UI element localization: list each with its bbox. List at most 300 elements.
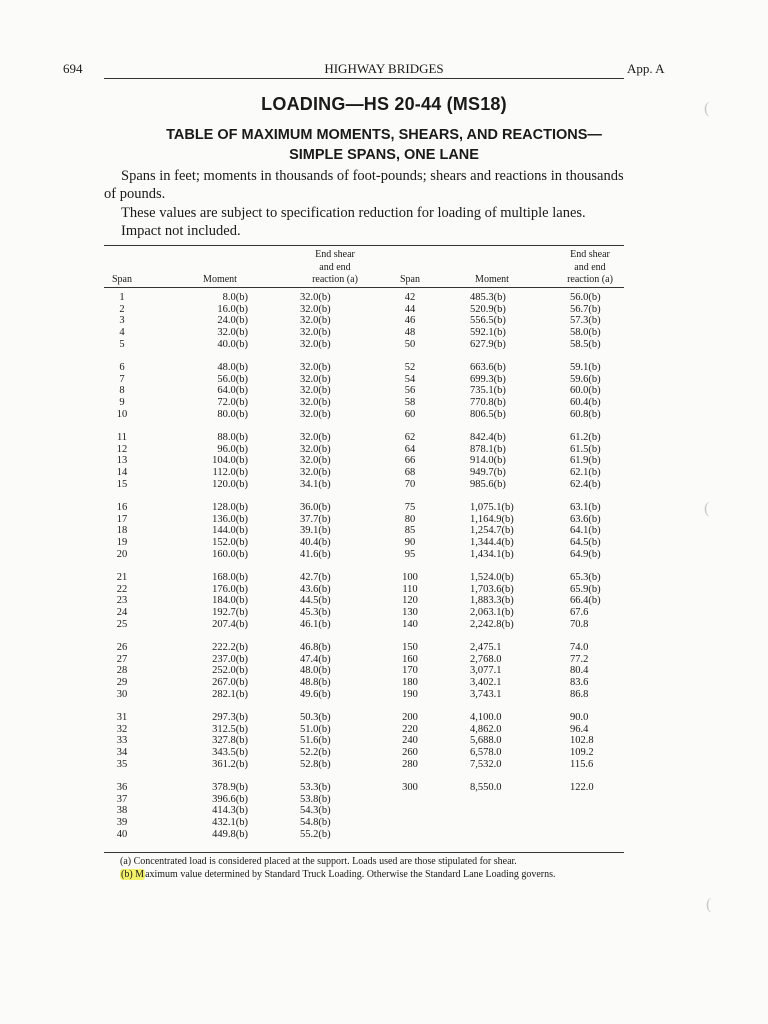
cell-moment-2: 520.9(b) — [470, 303, 506, 315]
table-row — [104, 432, 624, 444]
cell-span-2: 240 — [402, 735, 418, 747]
cell-span: 27 — [116, 653, 128, 665]
cell-end-shear-2: 122.0 — [570, 782, 594, 793]
footnote-b-text: aximum value determined by Standard Truck Loading. Otherwise the Standard Lane Loading governs. — [145, 869, 556, 880]
cell-moment: 48.0(b) — [217, 362, 248, 373]
table-row — [104, 362, 624, 374]
cell-end-shear: 54.8(b) — [300, 817, 331, 829]
cell-end-shear: 51.6(b) — [300, 735, 331, 747]
table-row-group — [104, 502, 624, 572]
cell-moment-2: 627.9(b) — [470, 338, 506, 350]
cell-end-shear: 40.4(b) — [300, 537, 331, 549]
cell-moment: 88.0(b) — [217, 432, 248, 443]
cell-end-shear-2: 109.2 — [570, 747, 594, 759]
cell-moment-2: 7,532.0 — [470, 758, 502, 770]
cell-span: 22 — [116, 583, 128, 595]
table-row-group — [104, 362, 624, 432]
footnote-b-highlight: (b) M — [121, 869, 145, 880]
table-row — [104, 444, 624, 456]
cell-span-2: 95 — [404, 548, 416, 560]
cell-moment-2: 4,862.0 — [470, 723, 502, 735]
cell-moment: 449.8(b) — [212, 828, 248, 840]
cell-moment: 184.0(b) — [212, 595, 248, 607]
intro-line-2: These values are subject to specification reduction for loading of multiple lanes. — [121, 205, 586, 221]
cell-moment-2: 770.8(b) — [470, 397, 506, 409]
cell-end-shear-2: 63.1(b) — [570, 502, 601, 513]
cell-moment: 40.0(b) — [217, 338, 248, 350]
cell-moment: 160.0(b) — [212, 548, 248, 560]
cell-end-shear: 51.0(b) — [300, 723, 331, 735]
cell-moment: 192.7(b) — [212, 607, 248, 619]
cell-end-shear-2: 61.2(b) — [570, 432, 601, 443]
cell-moment: 168.0(b) — [212, 572, 248, 583]
cell-end-shear: 42.7(b) — [300, 572, 331, 583]
cell-end-shear-2: 62.1(b) — [570, 467, 601, 479]
table-row — [104, 409, 624, 421]
table-body — [104, 292, 624, 852]
table-title-line2: SIMPLE SPANS, ONE LANE — [289, 147, 479, 163]
table-row-group — [104, 782, 624, 852]
table-row — [104, 677, 624, 689]
cell-end-shear-2: 60.0(b) — [570, 385, 601, 397]
cell-span: 39 — [116, 817, 128, 829]
cell-moment: 267.0(b) — [212, 677, 248, 689]
cell-moment: 144.0(b) — [212, 525, 248, 537]
cell-moment-2: 1,254.7(b) — [470, 525, 514, 537]
page-title: LOADING—HS 20-44 (MS18) — [261, 94, 507, 114]
cell-moment: 96.0(b) — [217, 443, 248, 455]
cell-span-2: 120 — [402, 595, 418, 607]
cell-span-2: 180 — [402, 677, 418, 689]
cell-end-shear-2: 66.4(b) — [570, 595, 601, 607]
table-row — [104, 525, 624, 537]
cell-span-2: 70 — [404, 478, 416, 490]
cell-moment-2: 4,100.0 — [470, 712, 502, 723]
cell-end-shear: 53.8(b) — [300, 793, 331, 805]
cell-moment: 152.0(b) — [212, 537, 248, 549]
cell-span: 10 — [116, 408, 128, 420]
cell-end-shear-2: 70.8 — [570, 618, 589, 630]
cell-end-shear-2: 86.8 — [570, 688, 589, 700]
cell-span-2: 200 — [402, 712, 418, 723]
cell-span: 21 — [116, 572, 128, 583]
cell-end-shear: 50.3(b) — [300, 712, 331, 723]
cell-moment-2: 1,075.1(b) — [470, 502, 514, 513]
cell-end-shear-2: 74.0 — [570, 642, 589, 653]
cell-span-2: 50 — [404, 338, 416, 350]
cell-end-shear: 41.6(b) — [300, 548, 331, 560]
cell-moment-2: 6,578.0 — [470, 747, 502, 759]
cell-moment-2: 1,434.1(b) — [470, 548, 514, 560]
table-title-line1: TABLE OF MAXIMUM MOMENTS, SHEARS, AND REACTIONS— — [166, 127, 602, 143]
table-row — [104, 619, 624, 631]
cell-end-shear-2: 102.8 — [570, 735, 594, 747]
cell-span-2: 75 — [404, 502, 416, 513]
cell-end-shear: 49.6(b) — [300, 688, 331, 700]
cell-end-shear: 32.0(b) — [300, 362, 331, 373]
cell-span: 9 — [119, 397, 125, 409]
cell-end-shear-2: 56.0(b) — [570, 292, 601, 303]
cell-moment: 64.0(b) — [217, 385, 248, 397]
cell-moment-2: 1,524.0(b) — [470, 572, 514, 583]
cell-span-2: 260 — [402, 747, 418, 759]
cell-moment: 104.0(b) — [212, 455, 248, 467]
cell-moment-2: 2,768.0 — [470, 653, 502, 665]
cell-end-shear: 55.2(b) — [300, 828, 331, 840]
cell-end-shear-2: 90.0 — [570, 712, 589, 723]
cell-end-shear: 32.0(b) — [300, 455, 331, 467]
running-title: HIGHWAY BRIDGES — [324, 61, 444, 76]
cell-end-shear-2: 67.6 — [570, 607, 589, 619]
cell-span-2: 300 — [402, 782, 418, 793]
cell-span: 23 — [116, 595, 128, 607]
appendix-label: App. A — [627, 61, 665, 76]
intro-line-3: Impact not included. — [121, 223, 241, 239]
cell-moment-2: 3,077.1 — [470, 665, 502, 677]
cell-moment-2: 485.3(b) — [470, 292, 506, 303]
cell-end-shear: 32.0(b) — [300, 292, 331, 303]
cell-moment: 343.5(b) — [212, 747, 248, 759]
cell-moment: 396.6(b) — [212, 793, 248, 805]
cell-moment-2: 699.3(b) — [470, 373, 506, 385]
cell-moment: 120.0(b) — [212, 478, 248, 490]
page-number: 694 — [63, 61, 83, 76]
cell-span: 14 — [116, 467, 128, 479]
table-row — [104, 805, 624, 817]
cell-span: 6 — [119, 362, 125, 373]
table-header-rule — [104, 287, 624, 288]
cell-span: 31 — [116, 712, 128, 723]
cell-span: 30 — [116, 688, 128, 700]
table-row — [104, 537, 624, 549]
cell-span-2: 130 — [402, 607, 418, 619]
cell-moment: 327.8(b) — [212, 735, 248, 747]
table-row — [104, 794, 624, 806]
cell-end-shear: 46.1(b) — [300, 618, 331, 630]
cell-moment: 80.0(b) — [217, 408, 248, 420]
cell-span: 13 — [116, 455, 128, 467]
cell-moment-2: 1,344.4(b) — [470, 537, 514, 549]
cell-span-2: 60 — [404, 408, 416, 420]
cell-span: 25 — [116, 618, 128, 630]
cell-moment-2: 5,688.0 — [470, 735, 502, 747]
cell-span-2: 44 — [404, 303, 416, 315]
cell-moment-2: 2,063.1(b) — [470, 607, 514, 619]
cell-moment: 222.2(b) — [212, 642, 248, 653]
col-header-span: Span — [112, 274, 132, 285]
cell-span-2: 42 — [404, 292, 416, 303]
table-row — [104, 292, 624, 304]
table-row — [104, 572, 624, 584]
cell-end-shear: 44.5(b) — [300, 595, 331, 607]
cell-end-shear-2: 77.2 — [570, 653, 589, 665]
col-header-shear-2-line2: and end — [574, 262, 606, 273]
cell-span-2: 280 — [402, 758, 418, 770]
table-row — [104, 747, 624, 759]
cell-moment-2: 3,743.1 — [470, 688, 502, 700]
cell-end-shear: 45.3(b) — [300, 607, 331, 619]
table-row — [104, 374, 624, 386]
cell-moment-2: 592.1(b) — [470, 327, 506, 339]
cell-end-shear: 34.1(b) — [300, 478, 331, 490]
cell-span-2: 52 — [404, 362, 416, 373]
cell-moment-2: 3,402.1 — [470, 677, 502, 689]
cell-moment-2: 914.0(b) — [470, 455, 506, 467]
cell-span: 33 — [116, 735, 128, 747]
cell-end-shear-2: 63.6(b) — [570, 513, 601, 525]
table-bottom-rule — [104, 852, 624, 853]
cell-moment-2: 8,550.0 — [470, 782, 502, 793]
table-row — [104, 479, 624, 491]
cell-moment: 176.0(b) — [212, 583, 248, 595]
table-top-rule — [104, 245, 624, 246]
cell-end-shear: 32.0(b) — [300, 408, 331, 420]
table-row — [104, 467, 624, 479]
cell-span-2: 66 — [404, 455, 416, 467]
cell-moment-2: 1,703.6(b) — [470, 583, 514, 595]
cell-span-2: 46 — [404, 315, 416, 327]
cell-end-shear: 48.0(b) — [300, 665, 331, 677]
cell-moment: 237.0(b) — [212, 653, 248, 665]
cell-end-shear: 39.1(b) — [300, 525, 331, 537]
cell-span-2: 54 — [404, 373, 416, 385]
cell-span-2: 220 — [402, 723, 418, 735]
cell-end-shear: 32.0(b) — [300, 432, 331, 443]
intro-line-1b: of pounds. — [104, 186, 166, 202]
cell-moment: 16.0(b) — [217, 303, 248, 315]
table-row — [104, 654, 624, 666]
table-row — [104, 304, 624, 316]
cell-end-shear-2: 60.8(b) — [570, 408, 601, 420]
cell-end-shear: 54.3(b) — [300, 805, 331, 817]
col-header-shear-line3: reaction (a) — [312, 274, 358, 285]
cell-moment-2: 2,242.8(b) — [470, 618, 514, 630]
cell-span-2: 48 — [404, 327, 416, 339]
cell-span-2: 80 — [404, 513, 416, 525]
table-row — [104, 502, 624, 514]
cell-moment: 72.0(b) — [217, 397, 248, 409]
col-header-shear-line1: End shear — [315, 249, 355, 260]
table-row — [104, 724, 624, 736]
cell-end-shear: 46.8(b) — [300, 642, 331, 653]
cell-end-shear-2: 59.1(b) — [570, 362, 601, 373]
col-header-shear-2-line1: End shear — [570, 249, 610, 260]
cell-span-2: 58 — [404, 397, 416, 409]
cell-span-2: 56 — [404, 385, 416, 397]
cell-span: 36 — [116, 782, 128, 793]
cell-span: 37 — [116, 793, 128, 805]
cell-span: 17 — [116, 513, 128, 525]
cell-end-shear-2: 80.4 — [570, 665, 589, 677]
cell-span: 35 — [116, 758, 128, 770]
cell-end-shear: 32.0(b) — [300, 443, 331, 455]
cell-span-2: 64 — [404, 443, 416, 455]
cell-moment-2: 2,475.1 — [470, 642, 502, 653]
cell-end-shear-2: 59.6(b) — [570, 373, 601, 385]
cell-span-2: 110 — [402, 583, 418, 595]
cell-span: 7 — [119, 373, 125, 385]
cell-span: 15 — [116, 478, 128, 490]
cell-span: 8 — [119, 385, 125, 397]
cell-end-shear-2: 61.9(b) — [570, 455, 601, 467]
cell-moment-2: 1,164.9(b) — [470, 513, 514, 525]
cell-span: 29 — [116, 677, 128, 689]
cell-end-shear-2: 56.7(b) — [570, 303, 601, 315]
cell-span: 16 — [116, 502, 128, 513]
col-header-shear-line2: and end — [319, 262, 351, 273]
table-row — [104, 735, 624, 747]
table-row — [104, 327, 624, 339]
table-row — [104, 759, 624, 771]
cell-end-shear: 36.0(b) — [300, 502, 331, 513]
cell-span: 34 — [116, 747, 128, 759]
col-header-span-2: Span — [400, 274, 420, 285]
table-row-group — [104, 712, 624, 782]
cell-moment: 32.0(b) — [217, 327, 248, 339]
cell-span: 1 — [119, 292, 125, 303]
cell-end-shear-2: 64.5(b) — [570, 537, 601, 549]
cell-span-2: 68 — [404, 467, 416, 479]
cell-span: 28 — [116, 665, 128, 677]
table-row — [104, 712, 624, 724]
cell-end-shear-2: 58.5(b) — [570, 338, 601, 350]
table-row — [104, 385, 624, 397]
cell-end-shear: 32.0(b) — [300, 315, 331, 327]
cell-end-shear: 32.0(b) — [300, 373, 331, 385]
table-row-group — [104, 292, 624, 362]
cell-end-shear: 32.0(b) — [300, 467, 331, 479]
cell-span-2: 100 — [402, 572, 418, 583]
cell-span-2: 140 — [402, 618, 418, 630]
cell-moment-2: 806.5(b) — [470, 408, 506, 420]
cell-span-2: 170 — [402, 665, 418, 677]
cell-moment: 297.3(b) — [212, 712, 248, 723]
cell-span: 3 — [119, 315, 125, 327]
cell-moment-2: 985.6(b) — [470, 478, 506, 490]
cell-end-shear: 32.0(b) — [300, 385, 331, 397]
cell-end-shear-2: 83.6 — [570, 677, 589, 689]
table-row — [104, 584, 624, 596]
cell-moment: 24.0(b) — [217, 315, 248, 327]
table-row — [104, 817, 624, 829]
table-row — [104, 607, 624, 619]
cell-moment: 112.0(b) — [212, 467, 248, 479]
table-row — [104, 315, 624, 327]
cell-moment: 414.3(b) — [212, 805, 248, 817]
cell-moment: 136.0(b) — [212, 513, 248, 525]
cell-span-2: 150 — [402, 642, 418, 653]
table-row-group — [104, 432, 624, 502]
cell-moment-2: 735.1(b) — [470, 385, 506, 397]
table-row — [104, 665, 624, 677]
cell-span: 40 — [116, 828, 128, 840]
cell-end-shear: 32.0(b) — [300, 327, 331, 339]
cell-end-shear: 32.0(b) — [300, 303, 331, 315]
cell-end-shear-2: 65.9(b) — [570, 583, 601, 595]
cell-moment: 207.4(b) — [212, 618, 248, 630]
footnote-b — [120, 869, 556, 880]
cell-end-shear: 53.3(b) — [300, 782, 331, 793]
cell-moment-2: 949.7(b) — [470, 467, 506, 479]
cell-moment-2: 556.5(b) — [470, 315, 506, 327]
col-header-moment-2: Moment — [475, 274, 509, 285]
cell-span: 20 — [116, 548, 128, 560]
cell-span: 12 — [116, 443, 128, 455]
col-header-shear-2-line3: reaction (a) — [567, 274, 613, 285]
cell-span-2: 62 — [404, 432, 416, 443]
cell-end-shear: 52.2(b) — [300, 747, 331, 759]
cell-end-shear: 37.7(b) — [300, 513, 331, 525]
intro-line-1: Spans in feet; moments in thousands of foot-pounds; shears and reactions in thousands — [121, 168, 624, 184]
cell-moment: 282.1(b) — [212, 688, 248, 700]
cell-span-2: 90 — [404, 537, 416, 549]
cell-moment-2: 878.1(b) — [470, 443, 506, 455]
cell-end-shear-2: 64.1(b) — [570, 525, 601, 537]
cell-span-2: 85 — [404, 525, 416, 537]
table-row — [104, 514, 624, 526]
cell-end-shear-2: 60.4(b) — [570, 397, 601, 409]
cell-moment: 252.0(b) — [212, 665, 248, 677]
cell-moment-2: 663.6(b) — [470, 362, 506, 373]
table-row — [104, 549, 624, 561]
table-row-group — [104, 572, 624, 642]
cell-end-shear-2: 115.6 — [570, 758, 594, 770]
table-row — [104, 595, 624, 607]
cell-span: 18 — [116, 525, 128, 537]
bleed-through-mark: ( — [704, 100, 710, 117]
cell-span-2: 190 — [402, 688, 418, 700]
cell-span: 2 — [119, 303, 125, 315]
cell-moment: 56.0(b) — [217, 373, 248, 385]
col-header-moment: Moment — [203, 274, 237, 285]
cell-end-shear: 43.6(b) — [300, 583, 331, 595]
cell-end-shear-2: 57.3(b) — [570, 315, 601, 327]
cell-end-shear-2: 65.3(b) — [570, 572, 601, 583]
cell-end-shear: 47.4(b) — [300, 653, 331, 665]
cell-moment: 8.0(b) — [222, 292, 248, 303]
footnote-a: (a) Concentrated load is considered placed at the support. Loads used are those stipulated for shear. — [120, 856, 517, 867]
cell-moment: 432.1(b) — [212, 817, 248, 829]
cell-end-shear: 32.0(b) — [300, 338, 331, 350]
cell-span: 26 — [116, 642, 128, 653]
cell-moment-2: 842.4(b) — [470, 432, 506, 443]
cell-end-shear-2: 58.0(b) — [570, 327, 601, 339]
cell-span: 38 — [116, 805, 128, 817]
table-row — [104, 782, 624, 794]
cell-span: 4 — [119, 327, 125, 339]
cell-span: 32 — [116, 723, 128, 735]
cell-moment: 361.2(b) — [212, 758, 248, 770]
cell-span: 5 — [119, 338, 125, 350]
cell-end-shear-2: 62.4(b) — [570, 478, 601, 490]
table-row — [104, 829, 624, 841]
bleed-through-mark: ( — [706, 896, 712, 913]
cell-moment: 378.9(b) — [212, 782, 248, 793]
cell-span: 11 — [116, 432, 128, 443]
cell-moment-2: 1,883.3(b) — [470, 595, 514, 607]
cell-end-shear: 52.8(b) — [300, 758, 331, 770]
cell-end-shear: 32.0(b) — [300, 397, 331, 409]
cell-moment: 312.5(b) — [212, 723, 248, 735]
table-row-group — [104, 642, 624, 712]
table-row — [104, 689, 624, 701]
cell-span: 24 — [116, 607, 128, 619]
table-row — [104, 642, 624, 654]
table-row — [104, 339, 624, 351]
cell-span: 19 — [116, 537, 128, 549]
header-rule — [104, 78, 624, 79]
cell-moment: 128.0(b) — [212, 502, 248, 513]
